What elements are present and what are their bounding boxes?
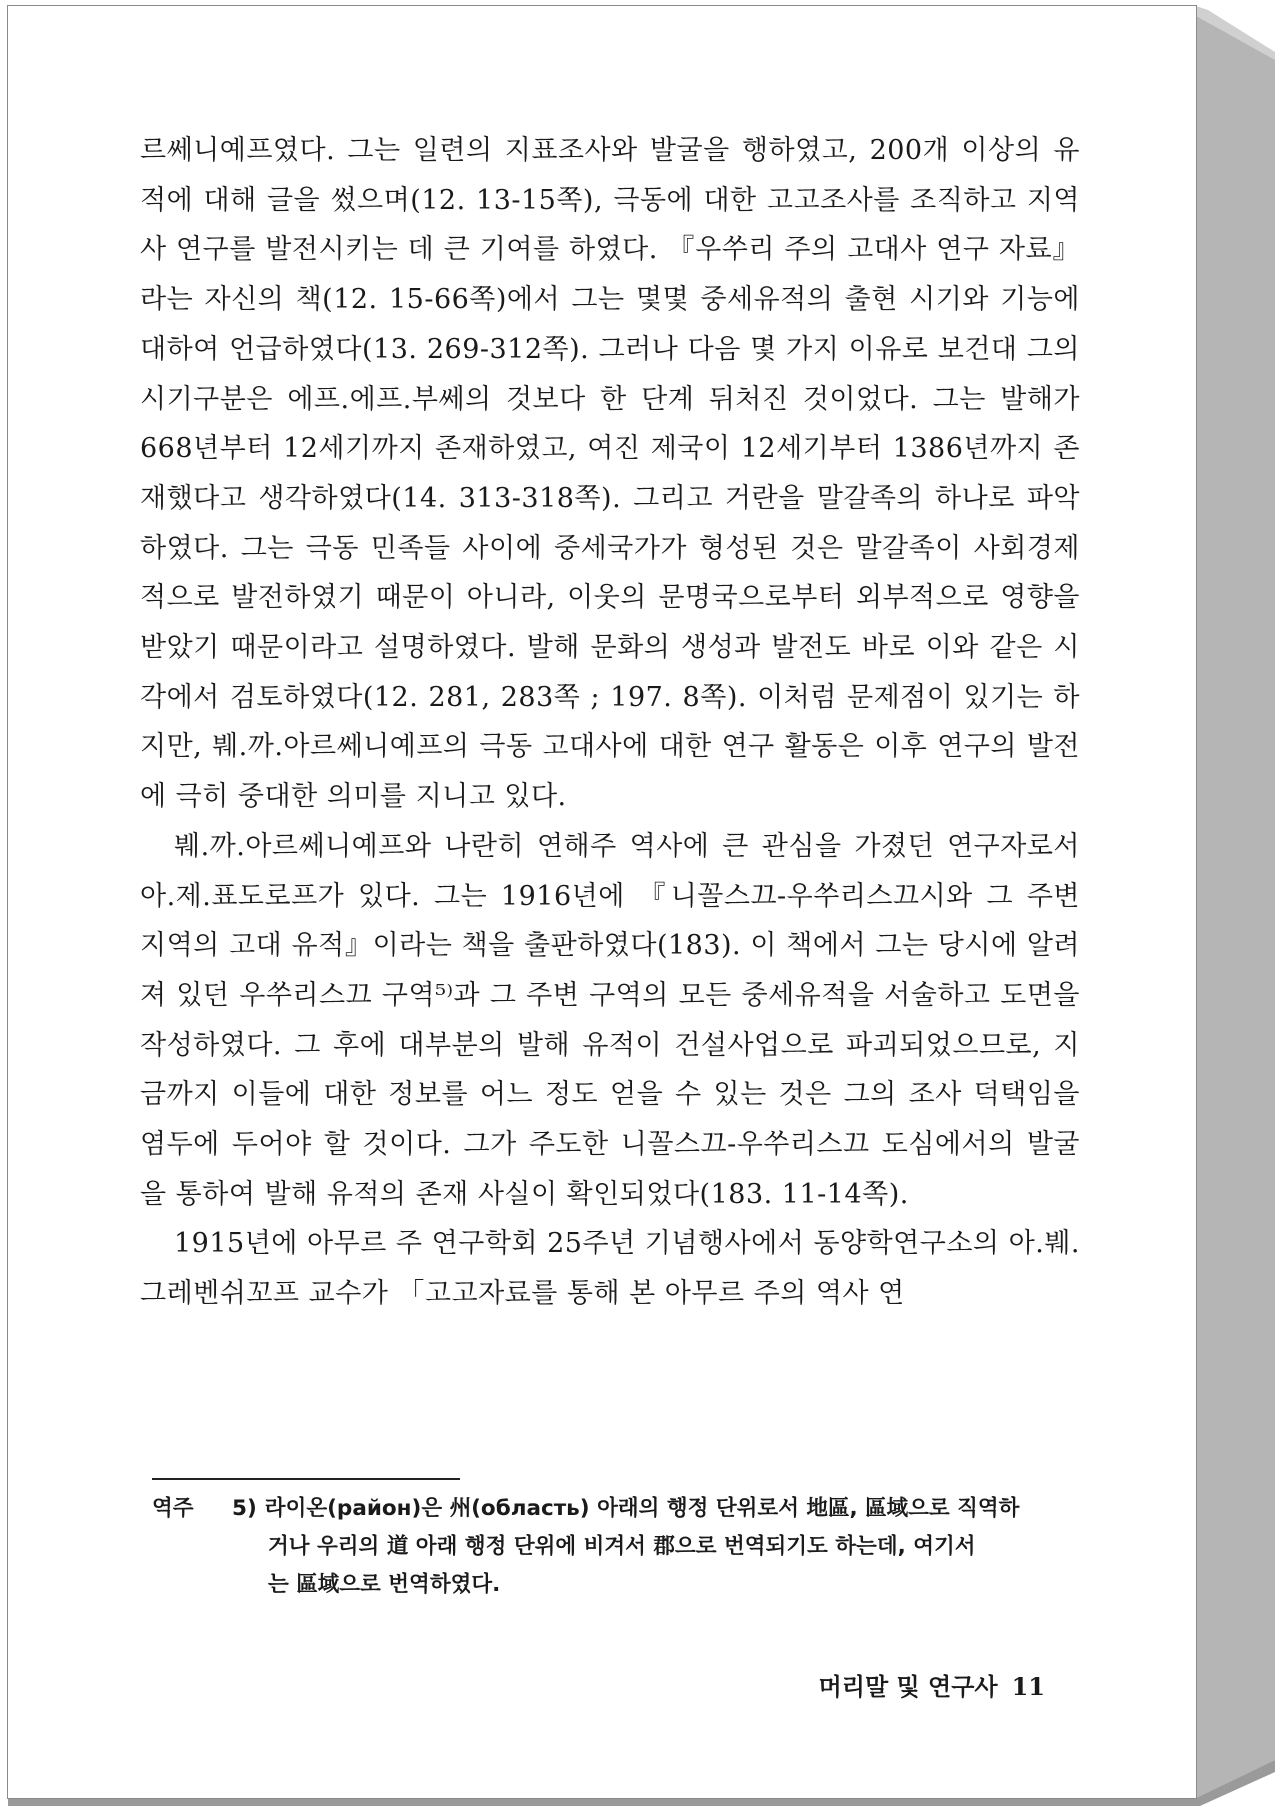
footer-title: 머리말 및 연구사	[818, 1673, 998, 1701]
paragraph-2: 붸.까.아르쎄니예프와 나란히 연해주 역사에 큰 관심을 가졌던 연구자로서 아.제.표도로프가 있다. 그는 1916년에 『니꼴스끄-우쑤리스끄시와 그 주변 지역의 고대 유적』이라는 책을 출판하였다(183). 이 책에서 그는 당시에 알려져 있던 우쑤리스끄 구역⁵⁾과 그 주변 구역의 모든 중세유적을 서술하고 도면을 작성하였다. 그 후에 대부분의 발해 유적이 건설사업으로 파괴되었으므로, 지금까지 이들에 대한 정보를 어느 정도 얻을 수 있는 것은 그의 조사 덕택임을 염두에 두어야 할 것이다. 그가 주도한 니꼴스끄-우쑤리스끄 도심에서의 발굴을 통하여 발해 유적의 존재 사실이 확인되었다(183. 11-14쪽).	[140, 830, 1080, 1210]
body-text	[140, 126, 1080, 1319]
running-footer	[800, 1667, 1045, 1702]
footnote-divider	[152, 1478, 460, 1480]
footnote-label: 역주	[152, 1496, 194, 1521]
footnote-line-3: 는 區域으로 번역하였다.	[268, 1572, 501, 1597]
page-number: 11	[1011, 1672, 1045, 1701]
footnote-body	[232, 1490, 1072, 1604]
paragraph-3: 1915년에 아무르 주 연구학회 25주년 기념행사에서 동양학연구소의 아.붸.그레벤쉬꼬프 교수가 「고고자료를 통해 본 아무르 주의 역사 연	[140, 1228, 1080, 1310]
footnote-line-1: 라이온(район)은 州(область) 아래의 행정 단위로서 地區, 區域으로 직역하	[264, 1496, 1020, 1521]
footnote-line-2: 거나 우리의 道 아래 행정 단위에 비겨서 郡으로 번역되기도 하는데, 여기서	[268, 1534, 976, 1559]
footnote-number: 5)	[232, 1496, 257, 1521]
paragraph-1: 르쎄니예프였다. 그는 일련의 지표조사와 발굴을 행하였고, 200개 이상의 유적에 대해 글을 썼으며(12. 13-15쪽), 극동에 대한 고고조사를 조직하고 지역사 연구를 발전시키는 데 큰 기여를 하였다. 『우쑤리 주의 고대사 연구 자료』라는 자신의 책(12. 15-66쪽)에서 그는 몇몇 중세유적의 출현 시기와 기능에 대하여 언급하였다(13. 269-312쪽). 그러나 다음 몇 가지 이유로 보건대 그의 시기구분은 에프.에프.부쎄의 것보다 한 단계 뒤처진 것이었다. 그는 발해가 668년부터 12세기까지 존재하였고, 여진 제국이 12세기부터 1386년까지 존재했다고 생각하였다(14. 313-318쪽). 그리고 거란을 말갈족의 하나로 파악하였다. 그는 극동 민족들 사이에 중세국가가 형성된 것은 말갈족이 사회경제적으로 발전하였기 때문이 아니라, 이웃의 문명국으로부터 외부적으로 영향을 받았기 때문이라고 설명하였다. 발해 문화의 생성과 발전도 바로 이와 같은 시각에서 검토하였다(12. 281, 283쪽 ; 197. 8쪽). 이처럼 문제점이 있기는 하지만, 붸.까.아르쎄니예프의 극동 고대사에 대한 연구 활동은 이후 연구의 발전에 극히 중대한 의미를 지니고 있다.	[140, 135, 1080, 813]
